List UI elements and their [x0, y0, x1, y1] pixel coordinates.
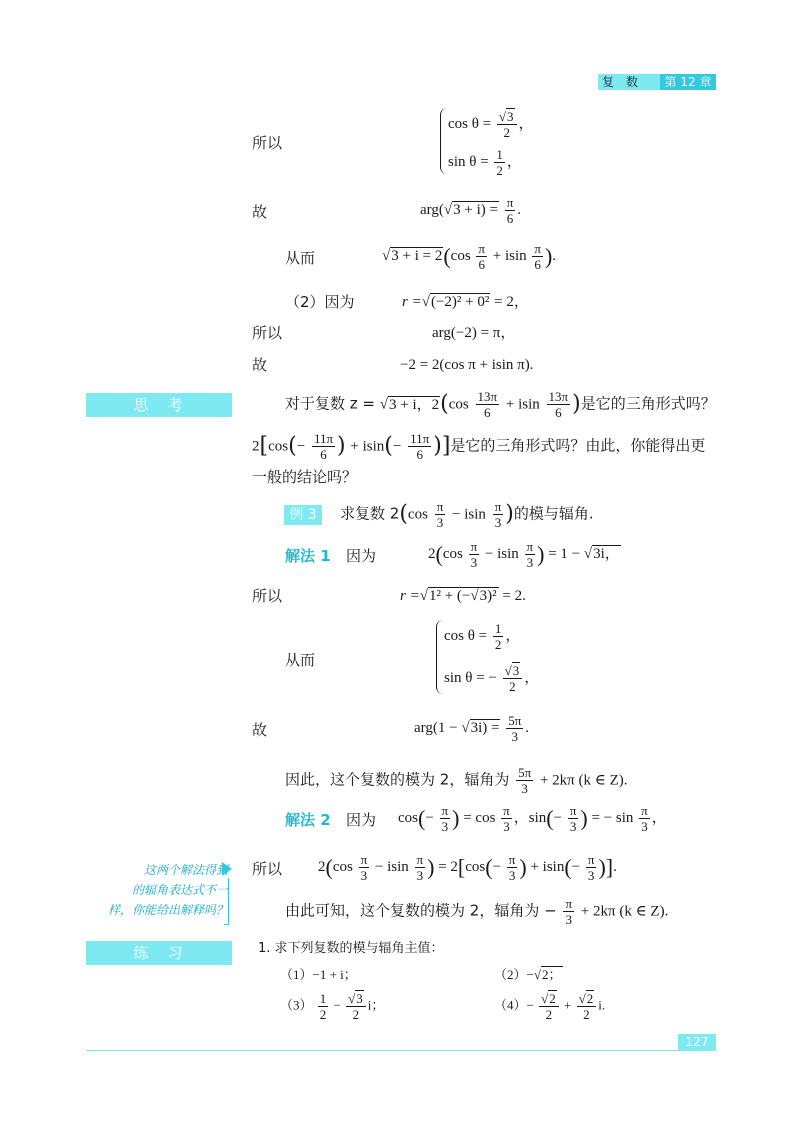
example-3-tag: 例 3 [284, 505, 322, 525]
system-brace-2 [436, 620, 443, 694]
cos-theta-eq-1: cos θ = $\frac{√3}{2}$ ， [448, 109, 534, 140]
label-suoyi-1: 所以 [252, 134, 283, 152]
exercise-q1: 1. 求下列复数的模与辐角主值： [258, 941, 444, 956]
label-suoyi-3: 所以 [252, 587, 283, 605]
sin-theta-eq-1: sin θ = $\frac{1}{2}$ ， [448, 147, 522, 178]
think-line-3: 一般的结论吗？ [252, 468, 358, 486]
method-1-arg-eq: arg(1 − √3i) = $\frac{5\pi}{3}$ . [414, 713, 530, 744]
chapter-name: 复 数 [602, 75, 639, 89]
label-suoyi-2: 所以 [252, 324, 283, 342]
system-brace-1 [440, 108, 447, 174]
side-note-bracket [224, 878, 229, 925]
method-2-label: 解法 2 [285, 811, 331, 829]
label-congr-1: 从而 [285, 249, 316, 267]
neg2-trig-form: −2 = 2(cos π + isin π). [400, 357, 534, 373]
exercise-item-2: （2）−√2； [494, 967, 562, 982]
think-label: 思 考 [86, 393, 232, 417]
side-note-line-1: 这两个解法得到 [143, 863, 228, 877]
method-1-conclusion: 因此，这个复数的模为 2，辐角为 $\frac{5\pi}{3}$ + 2kπ (k ∈ Z). [285, 765, 628, 796]
method-1-r-eq: r =√1² + (−√3)² = 2. [400, 588, 526, 604]
side-note-line-3: 样，你能给出解释吗？ [107, 903, 228, 917]
method-1-yinwei: 因为 [346, 547, 377, 565]
chapter-number: 第 12 章 [660, 74, 716, 90]
sin-theta-eq-2: sin θ = − $\frac{√3}{2}$ ， [444, 663, 540, 694]
practice-label: 练 习 [86, 941, 232, 965]
page-number: 127 [678, 1034, 716, 1050]
label-yinwei-2: （2）因为 [285, 293, 355, 311]
label-suoyi-4: 所以 [252, 860, 283, 878]
label-gu-2: 故 [252, 356, 268, 374]
example-3-text: 求复数 2(cos $\frac{\pi}{3}$ − isin $\frac{\pi}{3}$ )的模与辐角. [340, 499, 594, 530]
arg-eq-2: arg(−2) = π， [432, 325, 516, 341]
label-congr-2: 从而 [285, 651, 316, 669]
think-line-2: 2[cos(− $\frac{11\pi}{6}$ ) + isin(− $\frac{11\pi}{6}$ )]是它的三角形式吗？由此，你能得出更 [252, 431, 706, 462]
exercise-item-4: （4）− $\frac{√2}{2}$ + $\frac{√2}{2}$ i. [494, 991, 606, 1022]
cos-theta-eq-2: cos θ = $\frac{1}{2}$ ， [444, 621, 521, 652]
method-1-eq: 2(cos $\frac{\pi}{3}$ − isin $\frac{\pi}{3}$ ) = 1 − √3i， [428, 539, 620, 570]
method-2-conclusion: 由此可知，这个复数的模为 2，辐角为 − $\frac{\pi}{3}$ + 2kπ (k ∈ Z). [285, 896, 669, 927]
side-note-line-2: 的辐角表达式不一 [131, 883, 228, 897]
method-2-eq: 2(cos $\frac{\pi}{3}$ − isin $\frac{\pi}{3}$ ) = 2[cos(− $\frac{\pi}{3}$ ) + isin(− $\frac{\pi}{3}$ )]. [318, 852, 617, 883]
label-gu-1: 故 [252, 203, 268, 221]
r-eq-2: r =√(−2)² + 0² = 2， [402, 294, 529, 310]
method-2-identity: cos(− $\frac{\pi}{3}$ ) = cos $\frac{\pi}{3}$ ，sin(− $\frac{\pi}{3}$ ) = − sin $\frac{\pi}{3}$ ， [398, 803, 667, 834]
method-2-yinwei: 因为 [346, 811, 377, 829]
exercise-item-3: （3） $\frac{1}{2}$ − $\frac{√3}{2}$ i； [280, 991, 385, 1022]
arg-eq-1: arg(√3 + i) = $\frac{\pi}{6}$ . [420, 195, 522, 226]
exercise-item-1: （1）−1 + i； [280, 967, 357, 982]
footer-rule [86, 1050, 716, 1051]
think-line-1: 对于复数 z = √3 + i，2(cos $\frac{13\pi}{6}$ + isin $\frac{13\pi}{6}$ )是它的三角形式吗？ [285, 389, 716, 420]
side-note [86, 860, 228, 920]
side-note-pointer-icon [222, 862, 232, 876]
method-1-label: 解法 1 [285, 547, 331, 565]
label-gu-3: 故 [252, 721, 268, 739]
trig-form-eq-1: √3 + i = 2(cos $\frac{\pi}{6}$ + isin $\frac{\pi}{6}$ ). [382, 241, 557, 272]
